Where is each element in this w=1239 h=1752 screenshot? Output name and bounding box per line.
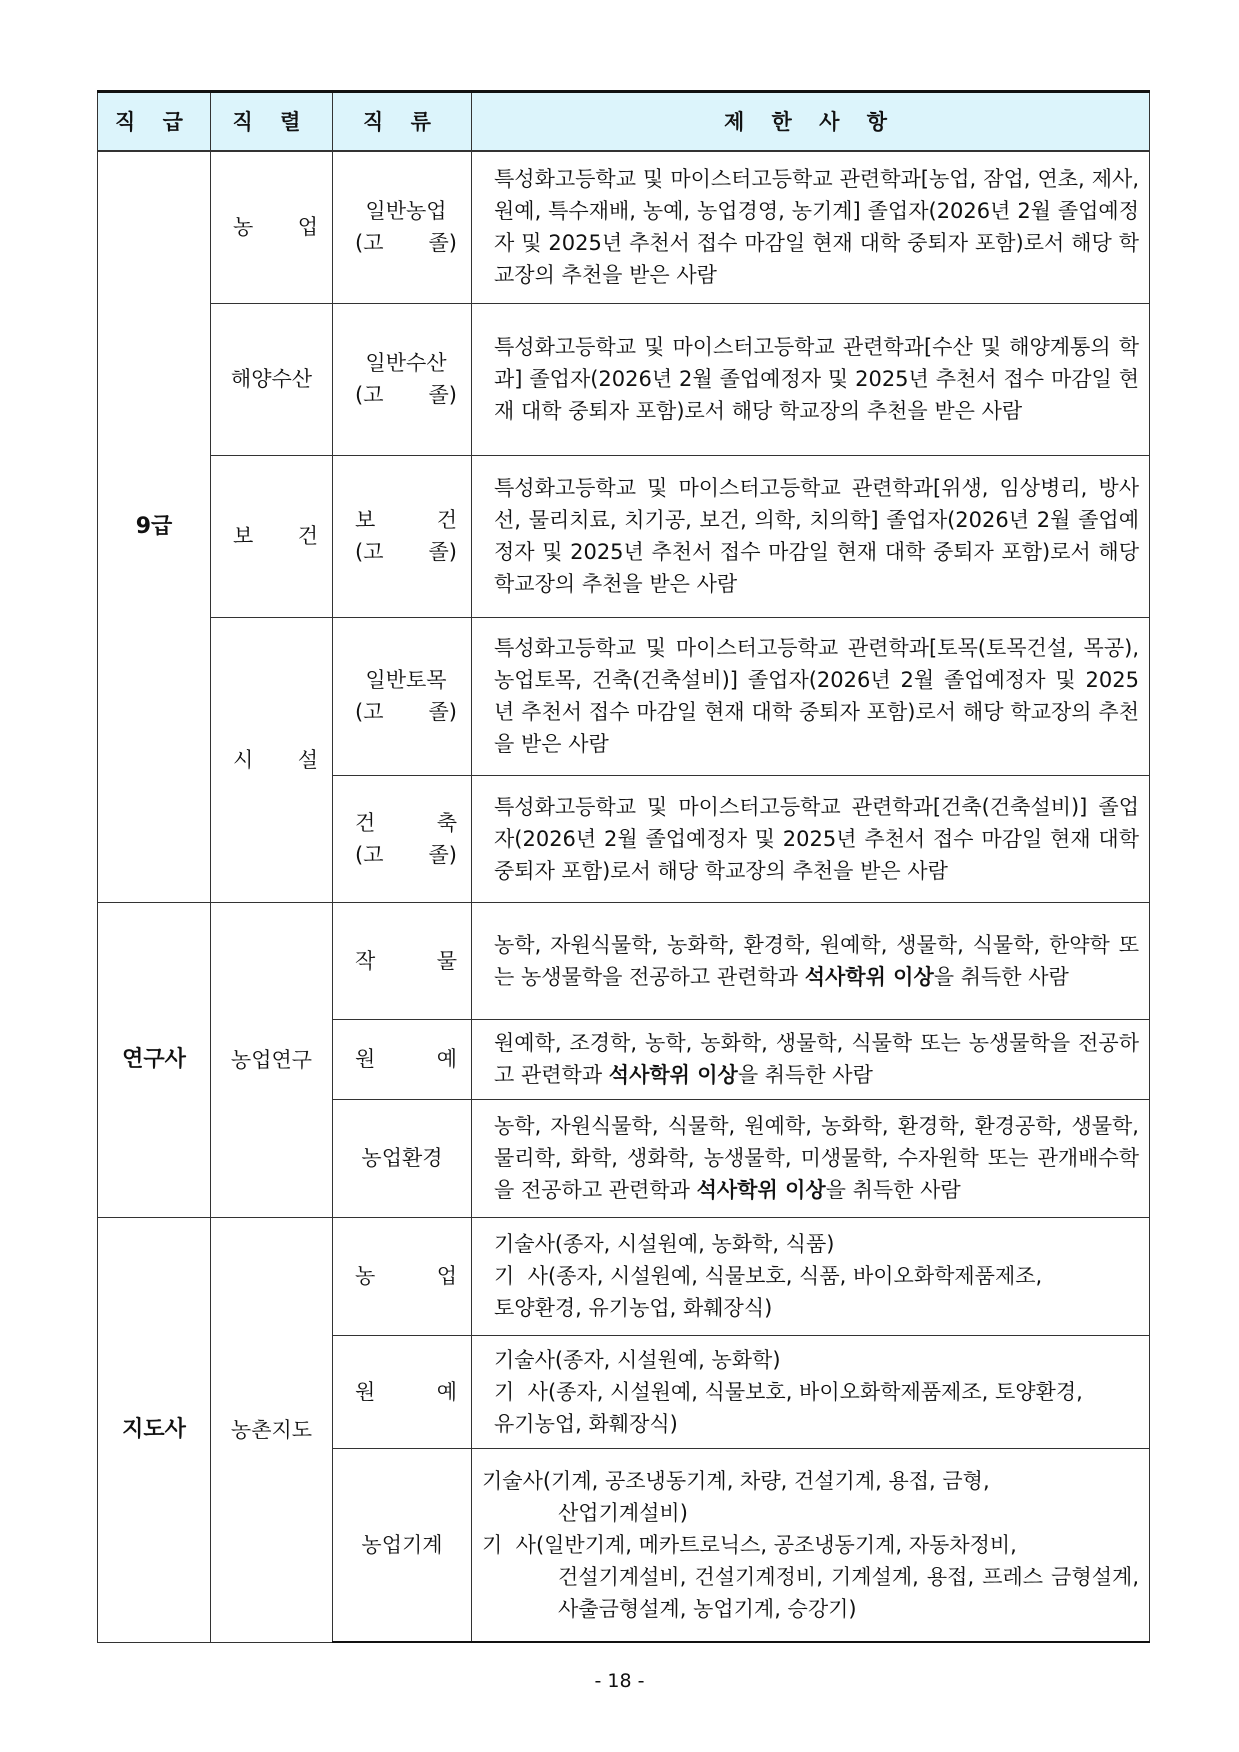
table-row: [98, 902, 1150, 1019]
desc-crop: 농학, 자원식물학, 농화학, 환경학, 원예학, 생물학, 식물학, 한약학 또는 농생물학을 전공하고 관련학과 석사학위 이상을 취득한 사람: [472, 902, 1150, 1019]
class-agri-g: 농 업: [333, 1217, 472, 1335]
grade-advisor: 지도사: [98, 1217, 211, 1642]
table-row: [98, 1217, 1150, 1335]
series-marine: 해양수산: [211, 303, 333, 455]
header-grade: 직 급: [98, 92, 211, 152]
series-health: 보 건: [211, 455, 333, 617]
class-machinery: 농업기계: [333, 1448, 472, 1642]
series-agri-research: 농업연구: [211, 902, 333, 1217]
table-row: [98, 303, 1150, 455]
class-civil: 일반토목 (고 졸): [333, 617, 472, 775]
grade-9: 9급: [98, 151, 211, 902]
header-series: 직 렬: [211, 92, 333, 152]
restriction-table: [97, 90, 1150, 1643]
table-header-row: [98, 92, 1150, 152]
class-agri-env: 농업환경: [333, 1099, 472, 1217]
desc-general-agri: 특성화고등학교 및 마이스터고등학교 관련학과[농업, 잠업, 연초, 제사, 원예, 특수재배, 농예, 농업경영, 농기계] 졸업자(2026년 2월 졸업예정자 및 2025년 추천서 접수 마감일 현재 대학 중퇴자 포함)로서 해당 학교장의 추천을 받은 사람: [472, 151, 1150, 303]
series-facility: 시 설: [211, 617, 333, 902]
header-class: 직 류: [333, 92, 472, 152]
class-horticulture-r: 원 예: [333, 1019, 472, 1099]
class-horticulture-g: 원 예: [333, 1335, 472, 1448]
desc-civil: 특성화고등학교 및 마이스터고등학교 관련학과[토목(토목건설, 목공), 농업토목, 건축(건축설비)] 졸업자(2026년 2월 졸업예정자 및 2025년 추천서 접수 마감일 현재 대학 중퇴자 포함)로서 해당 학교장의 추천을 받은 사람: [472, 617, 1150, 775]
desc-agri-env: 농학, 자원식물학, 식물학, 원예학, 농화학, 환경학, 환경공학, 생물학, 물리학, 화학, 생화학, 농생물학, 미생물학, 수자원학 또는 관개배수학을 전공하고 관련학과 석사학위 이상을 취득한 사람: [472, 1099, 1150, 1217]
class-health: 보 건 (고 졸): [333, 455, 472, 617]
desc-horticulture-g: 기술사(종자, 시설원예, 농화학) 기 사 (종자, 시설원예, 식물보호, 바이오화학제품제조, 토양환경, 유기농업, 화훼장식): [472, 1335, 1150, 1448]
desc-health: 특성화고등학교 및 마이스터고등학교 관련학과[위생, 임상병리, 방사선, 물리치료, 치기공, 보건, 의학, 치의학] 졸업자(2026년 2월 졸업예정자 및 2025년 추천서 접수 마감일 현재 대학 중퇴자 포함)로서 해당 학교장의 추천을 받은 사람: [472, 455, 1150, 617]
class-general-fishery: 일반수산 (고 졸): [333, 303, 472, 455]
desc-architecture: 특성화고등학교 및 마이스터고등학교 관련학과[건축(건축설비)] 졸업자(2026년 2월 졸업예정자 및 2025년 추천서 접수 마감일 현재 대학 중퇴자 포함)로서 해당 학교장의 추천을 받은 사람: [472, 775, 1150, 902]
desc-general-fishery: 특성화고등학교 및 마이스터고등학교 관련학과[수산 및 해양계통의 학과] 졸업자(2026년 2월 졸업예정자 및 2025년 추천서 접수 마감일 현재 대학 중퇴자 포함)로서 해당 학교장의 추천을 받은 사람: [472, 303, 1150, 455]
table-row: [98, 151, 1150, 303]
class-general-agri: 일반농업 (고 졸): [333, 151, 472, 303]
table-row: [98, 455, 1150, 617]
desc-machinery: 기술사(기계, 공조냉동기계, 차량, 건설기계, 용접, 금형, 산업기계설비) 기 사 (일반기계, 메카트로닉스, 공조냉동기계, 자동차정비, 건설기계설비, 건설기계정비, 기계설계, 용접, 프레스 금형설계, 사출금형설계, 농업기계, 승강기): [472, 1448, 1150, 1642]
header-restriction: 제 한 사 항: [472, 92, 1150, 152]
desc-agri-g: 기술사(종자, 시설원예, 농화학, 식품) 기 사 (종자, 시설원예, 식물보호, 식품, 바이오화학제품제조, 토양환경, 유기농업, 화훼장식): [472, 1217, 1150, 1335]
page-number: - 18 -: [594, 1670, 645, 1692]
table-row: [98, 617, 1150, 775]
series-agriculture: 농 업: [211, 151, 333, 303]
class-architecture: 건 축 (고 졸): [333, 775, 472, 902]
desc-horticulture-r: 원예학, 조경학, 농학, 농화학, 생물학, 식물학 또는 농생물학을 전공하고 관련학과 석사학위 이상을 취득한 사람: [472, 1019, 1150, 1099]
class-crop: 작 물: [333, 902, 472, 1019]
grade-researcher: 연구사: [98, 902, 211, 1217]
series-rural-guidance: 농촌지도: [211, 1217, 333, 1642]
